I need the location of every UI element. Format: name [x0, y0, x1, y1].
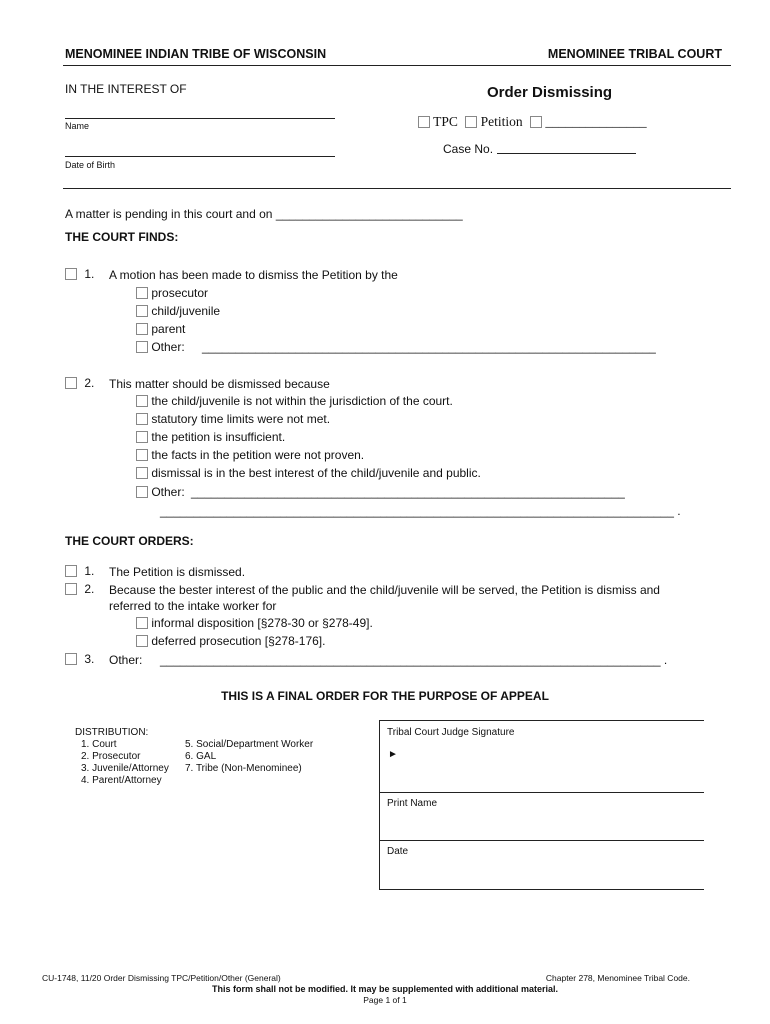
checkbox[interactable]	[136, 617, 148, 629]
date-field[interactable]	[380, 841, 704, 888]
option-label: Other:	[151, 340, 185, 354]
other-title-field[interactable]: _______________	[545, 114, 647, 129]
name-label: Name	[65, 121, 90, 131]
finding-1-number: 1.	[84, 267, 95, 281]
distribution-item: 5. Social/Department Worker	[185, 739, 314, 750]
option-label: child/juvenile	[151, 304, 221, 318]
print-name-field[interactable]	[380, 793, 704, 841]
order-3	[65, 652, 94, 666]
option-label: the petition is insufficient.	[151, 430, 286, 444]
form-title: Order Dismissing	[487, 84, 613, 101]
caption-rule	[63, 188, 731, 189]
finding-2-checkbox[interactable]	[65, 377, 77, 389]
distribution-item: 2. Prosecutor	[81, 751, 141, 762]
checkbox[interactable]	[136, 413, 148, 425]
final-order-notice: THIS IS A FINAL ORDER FOR THE PURPOSE OF APPEAL	[221, 689, 549, 703]
distribution-col2	[185, 739, 313, 775]
order-2-checkbox[interactable]	[65, 583, 77, 595]
finding-2-option[interactable]	[136, 448, 364, 462]
print-name-label: Print Name	[387, 798, 438, 809]
checkbox[interactable]	[136, 341, 148, 353]
order-1-number: 1.	[84, 564, 95, 578]
option-label: the facts in the petition were not proven.	[151, 448, 365, 462]
title-options	[418, 114, 647, 130]
header-rule	[63, 65, 731, 66]
chapter-reference: Chapter 278, Menominee Tribal Code.	[545, 973, 690, 983]
court-orders-heading: THE COURT ORDERS:	[65, 534, 194, 548]
finding-2-number: 2.	[84, 376, 95, 390]
distribution-item: 7. Tribe (Non-Menominee)	[185, 763, 302, 774]
checkbox[interactable]	[136, 635, 148, 647]
header-court: MENOMINEE TRIBAL COURT	[547, 47, 722, 61]
order-3-checkbox[interactable]	[65, 653, 77, 665]
judge-signature-field[interactable]	[380, 721, 704, 793]
checkbox[interactable]	[136, 486, 148, 498]
finding-2-option[interactable]	[136, 466, 481, 480]
form-id: CU-1748, 11/20 Order Dismissing TPC/Petition/Other (General)	[42, 973, 281, 983]
signature-block	[379, 720, 704, 890]
order-3-number: 3.	[84, 652, 95, 666]
petition-label: Petition	[480, 114, 523, 129]
other-title-checkbox[interactable]	[530, 116, 542, 128]
finding-2-option[interactable]	[136, 485, 185, 499]
order-3-other-field[interactable]: ___________________________________________________________________________ .	[160, 653, 668, 667]
order-2	[65, 582, 94, 596]
petition-checkbox[interactable]	[465, 116, 477, 128]
distribution-item: 3. Juvenile/Attorney	[81, 763, 169, 774]
finding-2-option[interactable]	[136, 412, 330, 426]
option-label: informal disposition [§278-30 or §278-49].	[151, 616, 373, 630]
finding-1-checkbox[interactable]	[65, 268, 77, 280]
order-1	[65, 564, 94, 578]
order-2-number: 2.	[84, 582, 95, 596]
finding-1-option[interactable]	[136, 322, 185, 336]
pending-statement	[65, 207, 463, 221]
tpc-label: TPC	[433, 114, 458, 129]
order-3-label: Other:	[109, 653, 143, 667]
finding-1-other-field[interactable]: ____________________________________________________________________	[202, 340, 656, 354]
finding-1-text: A motion has been made to dismiss the Petition by the	[109, 268, 398, 282]
finding-1-option[interactable]	[136, 304, 220, 318]
arrow-icon: ►	[388, 749, 398, 760]
finding-1	[65, 267, 94, 281]
pending-date-field[interactable]: ____________________________	[275, 207, 463, 221]
order-1-checkbox[interactable]	[65, 565, 77, 577]
modification-notice: This form shall not be modified. It may be supplemented with additional material.	[211, 984, 559, 994]
option-label: the child/juvenile is not within the jurisdiction of the court.	[151, 394, 453, 408]
option-label: parent	[151, 322, 186, 336]
finding-1-option[interactable]	[136, 340, 185, 354]
distribution-item: 1. Court	[81, 739, 117, 750]
interest-label: IN THE INTEREST OF	[65, 82, 187, 96]
finding-2-text: This matter should be dismissed because	[109, 377, 330, 391]
option-label: Other:	[151, 485, 185, 499]
finding-2-other-field[interactable]: _________________________________________________________________	[191, 485, 625, 499]
distribution-item: 6. GAL	[185, 751, 217, 762]
finding-2-continuation-field[interactable]: _____________________________________________________________________________ .	[160, 504, 681, 518]
distribution-heading: DISTRIBUTION:	[75, 727, 149, 738]
pending-text: A matter is pending in this court and on	[65, 207, 273, 221]
checkbox[interactable]	[136, 467, 148, 479]
checkbox[interactable]	[136, 287, 148, 299]
tpc-checkbox[interactable]	[418, 116, 430, 128]
finding-1-option[interactable]	[136, 286, 208, 300]
order-2-option[interactable]	[136, 634, 325, 648]
checkbox[interactable]	[136, 305, 148, 317]
case-no-field[interactable]	[497, 153, 636, 154]
header-tribe: MENOMINEE INDIAN TRIBE OF WISCONSIN	[65, 47, 327, 61]
date-label: Date	[387, 846, 409, 857]
option-label: prosecutor	[151, 286, 209, 300]
court-finds-heading: THE COURT FINDS:	[65, 230, 179, 244]
name-field[interactable]	[65, 118, 335, 119]
checkbox[interactable]	[136, 449, 148, 461]
order-1-text: The Petition is dismissed.	[109, 565, 246, 579]
option-label: statutory time limits were not met.	[151, 412, 331, 426]
distribution-col1	[81, 739, 169, 787]
finding-2-option[interactable]	[136, 430, 285, 444]
finding-2	[65, 376, 94, 390]
option-label: deferred prosecution [§278-176].	[151, 634, 326, 648]
option-label: dismissal is in the best interest of the child/juvenile and public.	[151, 466, 481, 480]
order-2-text-line1: Because the bester interest of the public and the child/juvenile will be served, the Petition is dismiss and	[109, 583, 660, 597]
dob-field[interactable]	[65, 156, 335, 157]
checkbox[interactable]	[136, 431, 148, 443]
dob-label: Date of Birth	[65, 160, 116, 170]
order-2-text-line2: referred to the intake worker for	[109, 599, 277, 613]
case-no-label: Case No.	[443, 142, 494, 156]
checkbox[interactable]	[136, 395, 148, 407]
order-2-option[interactable]	[136, 616, 373, 630]
checkbox[interactable]	[136, 323, 148, 335]
distribution-item: 4. Parent/Attorney	[81, 775, 162, 786]
page-number: Page 1 of 1	[363, 995, 407, 1005]
finding-2-option[interactable]	[136, 394, 453, 408]
judge-signature-label: Tribal Court Judge Signature	[387, 727, 515, 738]
